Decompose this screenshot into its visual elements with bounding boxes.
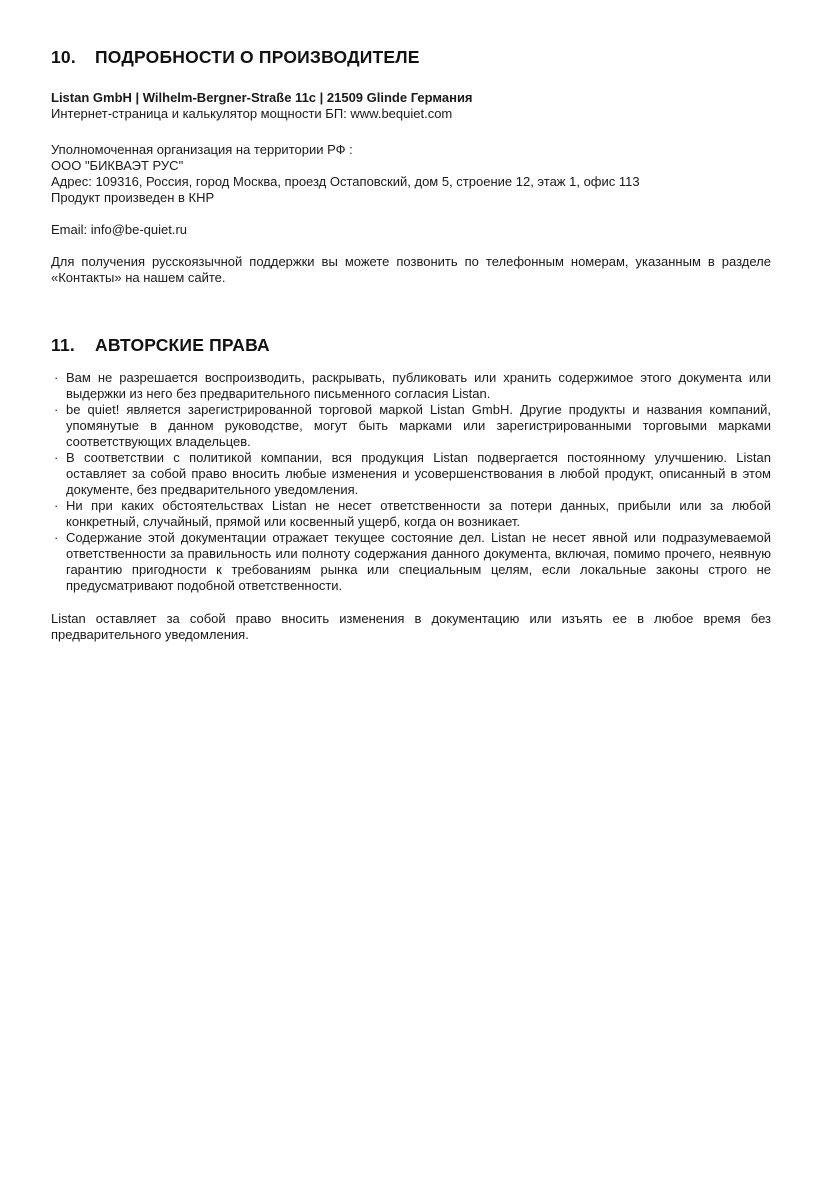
- rf-organization-name: ООО "БИКВАЭТ РУС": [51, 158, 184, 173]
- bullet-icon: ·: [54, 530, 59, 545]
- section-11-heading: [51, 335, 771, 356]
- support-paragraph: Для получения русскоязычной поддержки вы можете позвонить по телефонным номерам, указанным в разделе «Контакты» на нашем сайте.: [51, 254, 771, 285]
- section-10-number: 10.: [51, 47, 76, 67]
- bullet-icon: ·: [54, 450, 59, 465]
- rf-organization-address: Адрес: 109316, Россия, город Москва, проезд Остаповский, дом 5, строение 12, этаж 1, офис 113: [51, 174, 640, 189]
- document-page: [51, 0, 771, 643]
- bullet-text: Содержание этой документации отражает текущее состояние дел. Listan не несет явной или подразумеваемой ответственности за правильность или полноту содержания данного документа, включая, помимо прочего, неявную гарантию пригодности к требованиям рынка или специальным целям, если локальные законы строго не предусматривают подобной ответственности.: [66, 530, 771, 593]
- section-10-title: ПОДРОБНОСТИ О ПРОИЗВОДИТЕЛЕ: [95, 47, 420, 67]
- support-email: Email: info@be-quiet.ru: [51, 222, 188, 237]
- copyright-bullet-list: [51, 370, 771, 594]
- list-item: [51, 498, 771, 530]
- list-item: [51, 370, 771, 402]
- bullet-text: Ни при каких обстоятельствах Listan не несет ответственности за потери данных, прибыли или за любой конкретный, случайный, прямой или косвенный ущерб, когда он возникает.: [66, 498, 771, 529]
- section-11-number: 11.: [51, 335, 75, 355]
- manufacturer-address: Listan GmbH | Wilhelm-Bergner-Straße 11c | 21509 Glinde Германия: [51, 90, 473, 105]
- closing-paragraph: Listan оставляет за собой право вносить изменения в документацию или изъять ее в любое время без предварительного уведомления.: [51, 611, 771, 642]
- bullet-text: Вам не разрешается воспроизводить, раскрывать, публиковать или хранить содержимое этого документа или выдержки из него без предварительного письменного согласия Listan.: [66, 370, 771, 401]
- manufacturer-website: Интернет-страница и калькулятор мощности БП: www.bequiet.com: [51, 106, 453, 121]
- bullet-icon: ·: [54, 498, 59, 513]
- list-item: [51, 450, 771, 498]
- bullet-icon: ·: [54, 402, 59, 417]
- bullet-icon: ·: [54, 370, 59, 385]
- list-item: [51, 530, 771, 594]
- bullet-text: be quiet! является зарегистрированной торговой маркой Listan GmbH. Другие продукты и названия компаний, упомянутые в данном руководстве, могут быть марками или зарегистрированными торговыми марками соответствующих владельцев.: [66, 402, 771, 449]
- made-in-country: Продукт произведен в КНР: [51, 190, 215, 205]
- section-10-heading: [51, 47, 771, 68]
- list-item: [51, 402, 771, 450]
- section-11-title: АВТОРСКИЕ ПРАВА: [95, 335, 270, 355]
- rf-organization-label: Уполномоченная организация на территории РФ :: [51, 142, 353, 157]
- bullet-text: В соответствии с политикой компании, вся продукция Listan подвергается постоянному улучшению. Listan оставляет за собой право вносить любые изменения и усовершенствования в любой продукт, описанный в этом документе, без предварительного уведомления.: [66, 450, 771, 497]
